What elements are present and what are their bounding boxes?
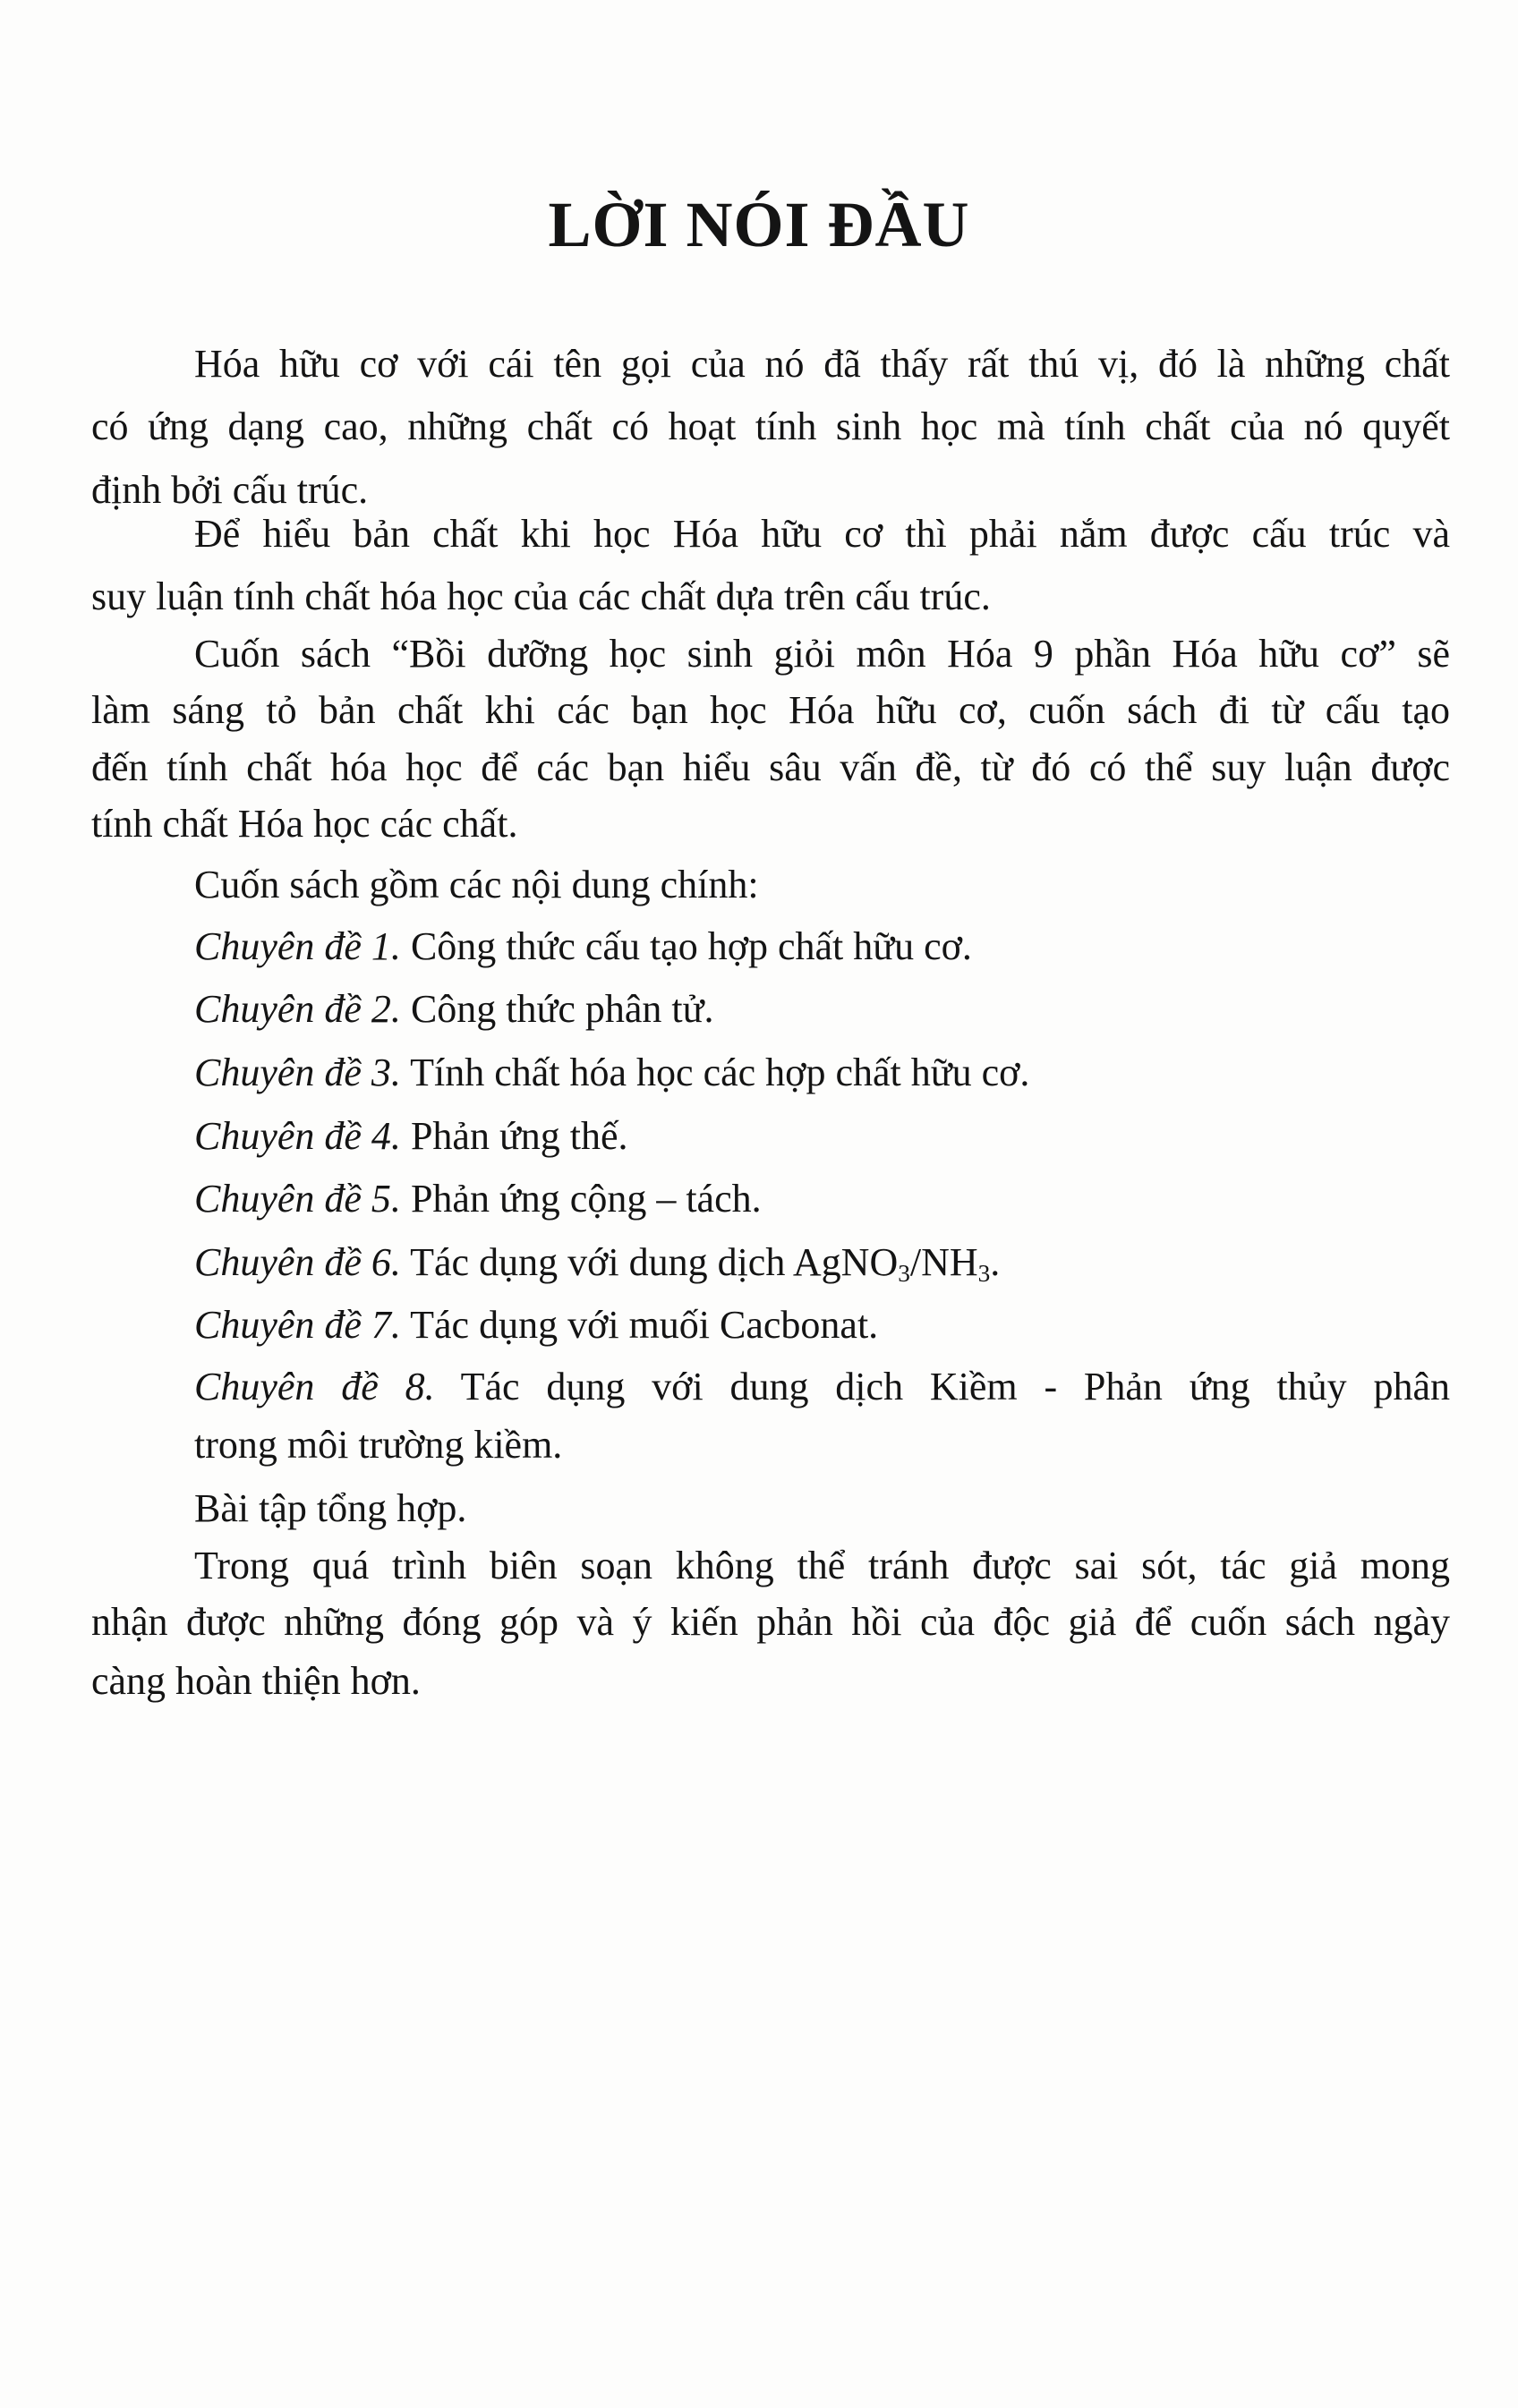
topic-item — [194, 1172, 762, 1226]
paragraph-line: tính chất Hóa học các chất. — [91, 802, 518, 846]
paragraph-line: Trong quá trình biên soạn không thể tránh được sai sót, tác giả mong — [194, 1544, 1450, 1587]
topic-label: Chuyên đề 5. — [194, 1177, 401, 1221]
paragraph-line: Cuốn sách “Bồi dưỡng học sinh giỏi môn Hóa 9 phần Hóa hữu cơ” sẽ — [194, 632, 1450, 676]
topic-label: Chuyên đề 8. — [194, 1365, 435, 1408]
topic-text: Phản ứng thế. — [400, 1114, 628, 1158]
topic-text: Phản ứng cộng – tách. — [400, 1177, 762, 1221]
subscript: 3 — [898, 1259, 910, 1287]
paragraph-line: suy luận tính chất hóa học của các chất dựa trên cấu trúc. — [91, 574, 991, 618]
topic-label: Chuyên đề 7. — [194, 1303, 401, 1347]
topic-item — [194, 1110, 628, 1163]
paragraph-line: Để hiểu bản chất khi học Hóa hữu cơ thì phải nắm được cấu trúc và — [194, 512, 1450, 556]
page-title: LỜI NÓI ĐẦU — [548, 189, 970, 260]
topic-label: Chuyên đề 1. — [194, 924, 401, 968]
paragraph-line: có ứng dạng cao, những chất có hoạt tính sinh học mà tính chất của nó quyết — [91, 404, 1450, 448]
topic-text: /NH — [909, 1240, 978, 1284]
paragraph-line: đến tính chất hóa học để các bạn hiểu sâu vấn đề, từ đó có thể suy luận được — [91, 745, 1450, 789]
paragraph-line: làm sáng tỏ bản chất khi các bạn học Hóa hữu cơ, cuốn sách đi từ cấu tạo — [91, 688, 1450, 732]
paragraph-line: định bởi cấu trúc. — [91, 468, 369, 512]
topic-item — [194, 1046, 1029, 1100]
topic-text: . — [990, 1240, 1001, 1284]
topic-item — [194, 983, 714, 1036]
paragraph-line: càng hoàn thiện hơn. — [91, 1659, 421, 1703]
topic-item — [194, 1236, 1000, 1289]
topic-label: Chuyên đề 4. — [194, 1114, 401, 1158]
topic-item — [194, 1298, 878, 1352]
topic-text: Tác dụng với muối Cacbonat. — [400, 1303, 879, 1347]
topic-label: Chuyên đề 3. — [194, 1051, 401, 1094]
topic-label: Chuyên đề 2. — [194, 987, 401, 1031]
topic-label: Chuyên đề 6. — [194, 1240, 401, 1284]
topic-text: Tính chất hóa học các hợp chất hữu cơ. — [400, 1051, 1030, 1094]
paragraph-line: Hóa hữu cơ với cái tên gọi của nó đã thấy rất thú vị, đó là những chất — [194, 342, 1450, 386]
summary-line: Bài tập tổng hợp. — [194, 1486, 467, 1530]
topic-text: Tác dụng với dung dịch Kiềm - Phản ứng thủy phân — [434, 1365, 1450, 1408]
topic-continuation: trong môi trường kiềm. — [194, 1423, 563, 1467]
topic-text: Công thức cấu tạo hợp chất hữu cơ. — [400, 924, 972, 968]
contents-intro: Cuốn sách gồm các nội dung chính: — [194, 863, 759, 906]
topic-item — [194, 920, 972, 974]
subscript: 3 — [977, 1259, 991, 1287]
paragraph-line: nhận được những đóng góp và ý kiến phản hồi của độc giả để cuốn sách ngày — [91, 1600, 1450, 1644]
topic-item — [194, 1360, 1450, 1414]
topic-text: Công thức phân tử. — [400, 987, 714, 1031]
topic-text: Tác dụng với dung dịch AgNO — [400, 1240, 899, 1284]
